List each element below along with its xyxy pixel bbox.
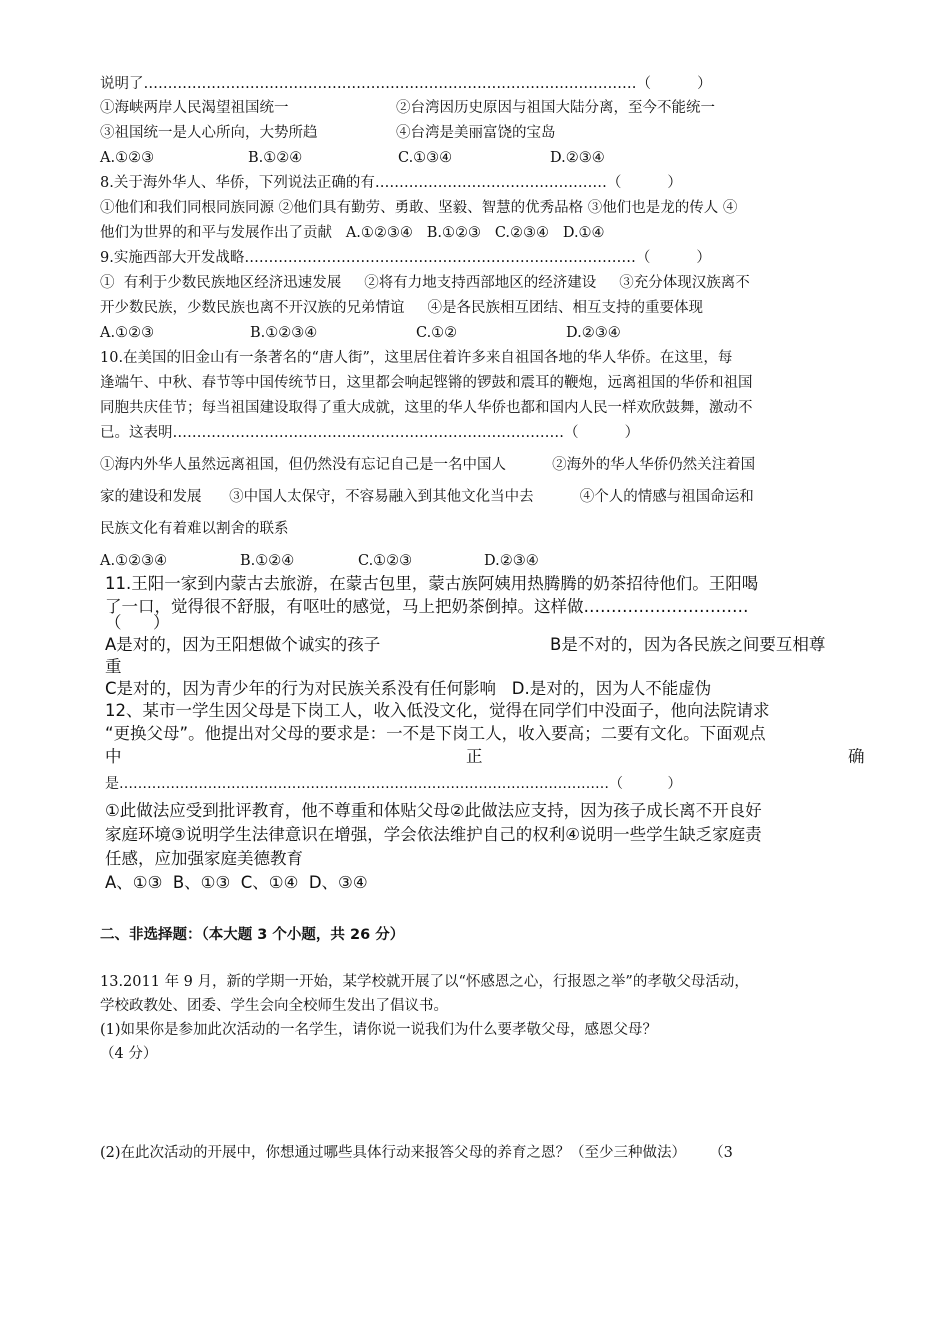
q12-choices: A、①③ B、①③ C、①④ D、③④ [105,873,368,892]
q11-answer-bracket: （ ） [105,613,170,632]
q13-sub1-score: （4 分） [100,1046,158,1062]
q8-options-line1: ①他们和我们同根同族同源 ②他们具有勤劳、勇敢、坚毅、智慧的优秀品格 ③他们也是龙的传人 ④ [100,200,738,216]
section-heading: 二、非选择题：（本大题 3 个小题，共 26 分） [100,927,405,943]
q13-sub1: (1)如果你是参加此次活动的一名学生，请你说一说我们为什么要孝敬父母，感恩父母？ [100,1022,658,1038]
q11-line2: 了一口，觉得很不舒服，有呕吐的感觉，马上把奶茶倒掉。这样做………………………… [105,597,749,616]
q9-stem: 9.实施西部大开发战略………………………………………………………………………（ ） [100,250,711,266]
q7-stem: 说明了…………………………………………………………………………………………（ ） [100,76,712,92]
q7-option-4: ④台湾是美丽富饶的宝岛 [396,125,556,141]
q11-line1: 11.王阳一家到内蒙古去旅游，在蒙古包里，蒙古族阿姨用热腾腾的奶茶招待他们。王阳喝 [105,574,759,593]
q11-option-b: B是不对的，因为各民族之间要互相尊 [550,635,826,654]
q12-line7: 任感，应加强家庭美德教育 [105,849,303,868]
q7-choice-b: B.①②④ [248,150,303,166]
q7-option-3: ③祖国统一是人心所向，大势所趋 [100,125,318,141]
q10-choice-c: C.①②③ [358,553,413,569]
q11-option-a: A是对的，因为王阳想做个诚实的孩子 [105,635,381,654]
q12-line6: 家庭环境③说明学生法律意识在增强，学会依法维护自己的权利④说明一些学生缺乏家庭责 [105,825,762,844]
q7-option-2: ②台湾因历史原因与祖国大陆分离，至今不能统一 [396,100,715,116]
q9-options-line2: 开少数民族，少数民族也离不开汉族的兄弟情谊 ④是各民族相互团结、相互支持的重要体现 [100,300,704,316]
q11-option-b-cont: 重 [105,657,122,676]
q7-choice-d: D.②③④ [550,150,605,166]
q10-choice-b: B.①②④ [240,553,295,569]
q8-stem: 8.关于海外华人、华侨，下列说法正确的有…………………………………………（ ） [100,175,682,191]
q9-options-line1: ① 有利于少数民族地区经济迅速发展 ②将有力地支持西部地区的经济建设 ③充分体现汉族离不 [100,275,750,291]
q7-choice-c: C.①③④ [398,150,453,166]
q13-line2: 学校政教处、团委、学生会向全校师生发出了倡议书。 [100,998,448,1014]
q12-line1: 12、某市一学生因父母是下岗工人，收入低没文化，觉得在同学们中没面子，他向法院请求 [105,701,770,720]
q7-option-1: ①海峡两岸人民渴望祖国统一 [100,100,289,116]
q8-options-line2: 他们为世界的和平与发展作出了贡献 A.①②③④ B.①②③ C.②③④ D.①④ [100,225,605,241]
q10-options-line3: 民族文化有着难以割舍的联系 [100,521,289,537]
q9-choice-c: C.①② [416,325,458,341]
q10-options-line2: 家的建设和发展 ③中国人太保守，不容易融入到其他文化当中去 ④个人的情感与祖国命运和 [100,489,754,505]
q11-option-cd: C是对的，因为青少年的行为对民族关系没有任何影响 D.是对的，因为人不能虚伪 [105,679,712,698]
q12-line4: 是……………………………………………………………………………………………（ ） [105,776,682,792]
q10-line4: 已。这表明………………………………………………………………………（ ） [100,425,640,441]
q13-line1: 13.2011 年 9 月，新的学期一开始，某学校就开展了以“怀感恩之心，行报恩之举”的孝敬父母活动， [100,974,749,990]
q10-options-line1: ①海内外华人虽然远离祖国，但仍然没有忘记自己是一名中国人 ②海外的华人华侨仍然关注着国 [100,457,756,473]
q10-choice-d: D.②③④ [484,553,539,569]
q9-choice-b: B.①②③④ [250,325,318,341]
q10-line1: 10.在美国的旧金山有一条著名的“唐人街”，这里居住着许多来自祖国各地的华人华侨。在这里，每 [100,350,733,366]
q13-sub2: (2)在此次活动的开展中，你想通过哪些具体行动来报答父母的养育之恩？（至少三种做法） （3 [100,1145,733,1161]
q10-choice-a: A.①②③④ [100,553,168,569]
q9-choice-a: A.①②③ [100,325,155,341]
q12-word-3: 确 [848,747,865,766]
q7-choice-a: A.①②③ [100,150,155,166]
q12-line2: “更换父母”。他提出对父母的要求是：一不是下岗工人，收入要高；二要有文化。下面观点 [105,724,766,743]
q12-word-2: 正 [466,747,483,766]
q10-line2: 逢端午、中秋、春节等中国传统节日，这里都会响起铿锵的锣鼓和震耳的鞭炮，远离祖国的华侨和祖国 [100,375,753,391]
q12-word-1: 中 [105,747,122,766]
q10-line3: 同胞共庆佳节；每当祖国建设取得了重大成就，这里的华人华侨也都和国内人民一样欢欣鼓舞，激动不 [100,400,753,416]
q9-choice-d: D.②③④ [566,325,621,341]
q12-line5: ①此做法应受到批评教育，他不尊重和体贴父母②此做法应支持，因为孩子成长离不开良好 [105,801,762,820]
